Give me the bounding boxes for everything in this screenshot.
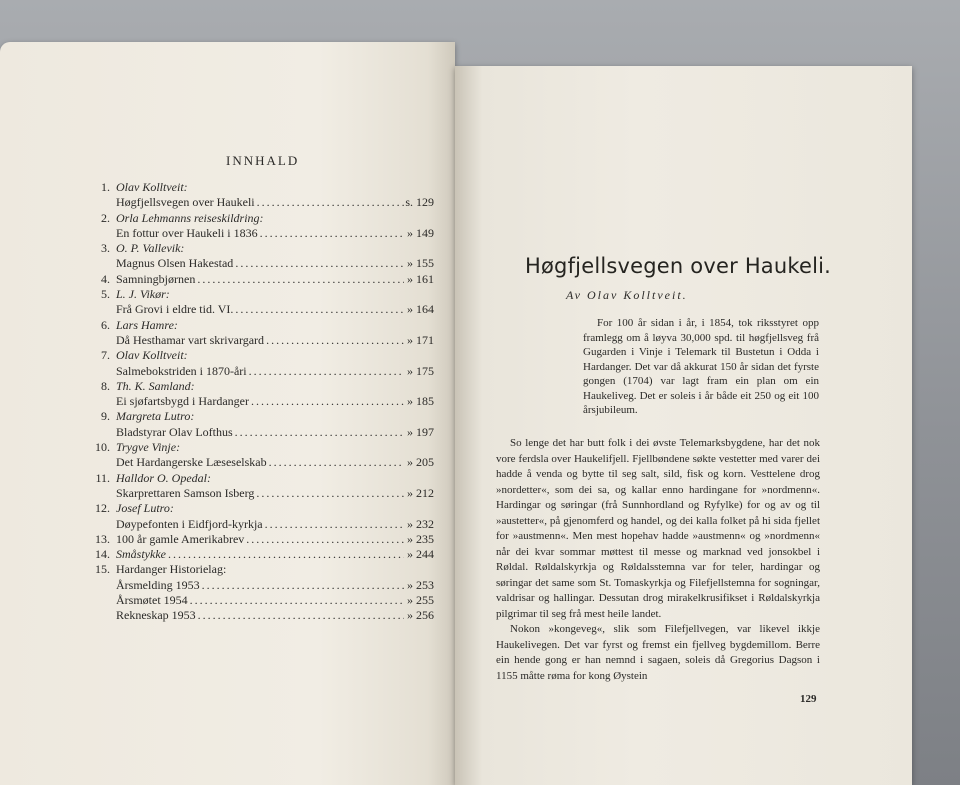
toc-entry-author-row [86, 409, 434, 424]
toc-entry-row [86, 532, 434, 547]
toc-entry-title: Hardanger Historielag: [116, 562, 227, 577]
toc-entry-number: 13. [95, 531, 110, 546]
toc-entry-page: » 253 [407, 577, 434, 592]
toc-entry-number: 10. [95, 440, 110, 455]
toc-entry-author-row [86, 348, 434, 363]
toc-leader-dots [247, 364, 404, 379]
toc-entry-author-row [86, 440, 434, 455]
toc-entry-page: » 155 [407, 256, 434, 271]
toc-entry-author: Olav Kolltveit: [116, 348, 188, 363]
toc-leader-dots [196, 608, 404, 623]
toc-entry-title-row [86, 486, 434, 501]
article-intro [583, 316, 819, 418]
toc-entry-author: L. J. Vikør: [116, 287, 170, 302]
toc-leader-dots [249, 394, 404, 409]
toc-entry-title-row [86, 195, 434, 210]
toc-entry-row [86, 562, 434, 577]
toc-entry-title-row [86, 302, 434, 317]
toc-entry-author-row [86, 211, 434, 226]
toc-entry-author-row [86, 241, 434, 256]
toc-entry-number: 15. [95, 562, 110, 577]
toc-entry-number: 1. [101, 180, 110, 194]
toc-entry-row [86, 547, 434, 562]
toc-leader-dots [254, 486, 404, 501]
toc-leader-dots [255, 195, 404, 210]
toc-entry-author: Halldor O. Opedal: [116, 470, 211, 485]
toc-entry-number: 6. [101, 317, 110, 332]
intro-paragraph: For 100 år sidan i år, i 1854, tok riksstyret opp framlegg om å løyva 30,000 spd. til høgfjellsveg frå Gugarden i Vinje i Telemark til Bustetun i Odda i Hardanger. Det var då akkurat 150 år sidan det fyrste gongen (1704) var lagt fram ein plan om ein Haukeliveg. Det er soleis i år både eit 250 og eit 100 årsjubileum. [583, 317, 819, 416]
toc-entry-title: Høgfjellsvegen over Haukeli [116, 195, 255, 210]
toc-entry-page: » 205 [407, 455, 434, 470]
toc-entry-page: » 185 [407, 394, 434, 409]
toc-entry-row [86, 608, 434, 623]
toc-leader-dots [258, 226, 404, 241]
article-body [496, 436, 820, 684]
toc-leader-dots [188, 593, 404, 608]
toc-entry-number: 12. [95, 501, 110, 516]
toc-entry-title: Det Hardangerske Læseselskab [116, 455, 267, 470]
toc-entry-page: » 171 [407, 332, 434, 347]
toc-heading: INNHALD [226, 153, 300, 168]
toc-entry-title: Magnus Olsen Hakestad [116, 256, 234, 271]
toc-entry-number: 11. [95, 470, 110, 485]
toc-entry-title-row [86, 333, 434, 348]
toc-entry-row [86, 272, 434, 287]
toc-entry-page: » 175 [407, 363, 434, 378]
toc-entry-author: Josef Lutro: [116, 501, 174, 516]
article-byline: Av Olav Kolltveit. [566, 288, 688, 302]
page-number: 129 [800, 693, 817, 705]
toc-leader-dots [195, 272, 404, 287]
toc-entry-title: 100 år gamle Amerikabrev [116, 531, 245, 546]
toc-entry-author-row [86, 471, 434, 486]
toc-entry-page: » 212 [407, 485, 434, 500]
toc-entry-page: » 255 [407, 593, 434, 608]
toc-entry-author-row [86, 180, 434, 195]
toc-entry-author: Margreta Lutro: [116, 409, 195, 424]
toc-leader-dots [233, 425, 404, 440]
toc-leader-dots [263, 517, 404, 532]
toc-entry-title: Skarprettaren Samson Isberg [116, 485, 255, 500]
toc-entry-title: Rekneskap 1953 [116, 608, 196, 623]
toc-entry-author-row [86, 501, 434, 516]
toc-entry-author-row [86, 379, 434, 394]
toc-leader-dots [264, 333, 404, 348]
toc-entry-title: Salmebokstriden i 1870-åri [116, 363, 247, 378]
toc-entry-number: 4. [101, 271, 110, 286]
toc-entry-author-row [86, 287, 434, 302]
toc-leader-dots [233, 302, 404, 317]
toc-entry-author: O. P. Vallevik: [116, 241, 185, 256]
body-paragraph: Nokon »kongeveg«, slik som Filefjellvegen, var likevel ikkje Haukelivegen. Det var fyrst og fremst ein fjellveg bygdemillom. Berre ein hende gong er han nemnd i sagaen, soleis då Gregorius Dagson i 1155 måtte røma for kong Øystein [496, 623, 820, 682]
toc-entry-row [86, 578, 434, 593]
toc-leader-dots [267, 455, 404, 470]
toc-entry-number: 5. [101, 287, 110, 302]
toc-entry-author-row [86, 318, 434, 333]
toc-entry-number: 2. [101, 210, 110, 225]
toc-entry-row [86, 593, 434, 608]
toc-entry-page: » 244 [407, 547, 434, 562]
toc-entry-number: 3. [101, 241, 110, 256]
table-of-contents [86, 180, 434, 624]
toc-entry-page: » 164 [407, 302, 434, 317]
toc-entry-number: 7. [101, 348, 110, 363]
toc-entry-title-row [86, 517, 434, 532]
toc-entry-number: 8. [101, 378, 110, 393]
toc-entry-page: » 197 [407, 424, 434, 439]
toc-entry-title: Småstykke [116, 547, 166, 562]
toc-leader-dots [166, 547, 404, 562]
toc-entry-title-row [86, 226, 434, 241]
toc-entry-page: » 149 [407, 225, 434, 240]
toc-entry-title: Frå Grovi i eldre tid. VI. [116, 302, 234, 317]
toc-entry-title: En fottur over Haukeli i 1836 [116, 225, 258, 240]
toc-entry-author: Lars Hamre: [116, 317, 178, 332]
toc-entry-title-row [86, 425, 434, 440]
toc-entry-page: » 232 [407, 516, 434, 531]
toc-entry-title: Ei sjøfartsbygd i Hardanger [116, 394, 249, 409]
toc-entry-number: 9. [101, 409, 110, 424]
toc-entry-author: Orla Lehmanns reiseskildring: [116, 210, 264, 225]
toc-leader-dots [200, 578, 404, 593]
toc-entry-page: » 235 [407, 531, 434, 546]
toc-entry-page: » 256 [407, 608, 434, 623]
article-title: Høgfjellsvegen over Haukeli. [525, 254, 832, 278]
toc-entry-title: Bladstyrar Olav Lofthus [116, 424, 233, 439]
toc-entry-title-row [86, 256, 434, 271]
toc-entry-title: Døypefonten i Eidfjord-kyrkja [116, 516, 263, 531]
toc-entry-title: Årsmelding 1953 [116, 577, 200, 592]
toc-entry-page: » 161 [407, 271, 434, 286]
body-paragraph: So lenge det har butt folk i dei øvste Telemarksbygdene, har det nok vore ferdsla over Haukelifjell. Fjellbøndene søkte vestetter med varer dei hadde å venda og bytte til seg salt, sild, fisk og korn. Vesttelene drog »nordetter«, som dei sa, og kallar enno hardingane for »nordmenn«. Hardingar og søringar (frå Sunnhordland og Ryfylke) for og av og til »austetter«, på gjenomferd og handel, og dei kalla folket på hi sida fjellet for »austmenn«. Men mest hopehav hadde »austmenn« og »nordmenn« når dei kvar sommar møttest til messe og marknad ved jonsokbel i Røldal. Røldalskyrkja og Røldalsstemna var for teler, hardingar og søringar det same som St. Tomaskyrkja og Filefjellstemna for sogningar, valdrisar og hallingar. Dessutan drog mirakelkrusifikset i Røldalskyrkja pilgrimar til seg frå mest heile landet. [496, 437, 820, 620]
toc-entry-title: Samningbjørnen [116, 271, 196, 286]
toc-entry-page: s. 129 [405, 195, 434, 210]
toc-entry-title-row [86, 455, 434, 470]
toc-entry-title: Då Hesthamar vart skrivargard [116, 332, 265, 347]
toc-entry-author: Trygve Vinje: [116, 440, 181, 455]
toc-entry-title: Årsmøtet 1954 [116, 593, 188, 608]
toc-entry-title-row [86, 364, 434, 379]
toc-entry-number: 14. [95, 547, 110, 562]
toc-leader-dots [244, 532, 404, 547]
toc-leader-dots [233, 256, 404, 271]
toc-entry-title-row [86, 394, 434, 409]
toc-entry-author: Olav Kolltveit: [116, 180, 188, 194]
toc-entry-author: Th. K. Samland: [116, 378, 195, 393]
